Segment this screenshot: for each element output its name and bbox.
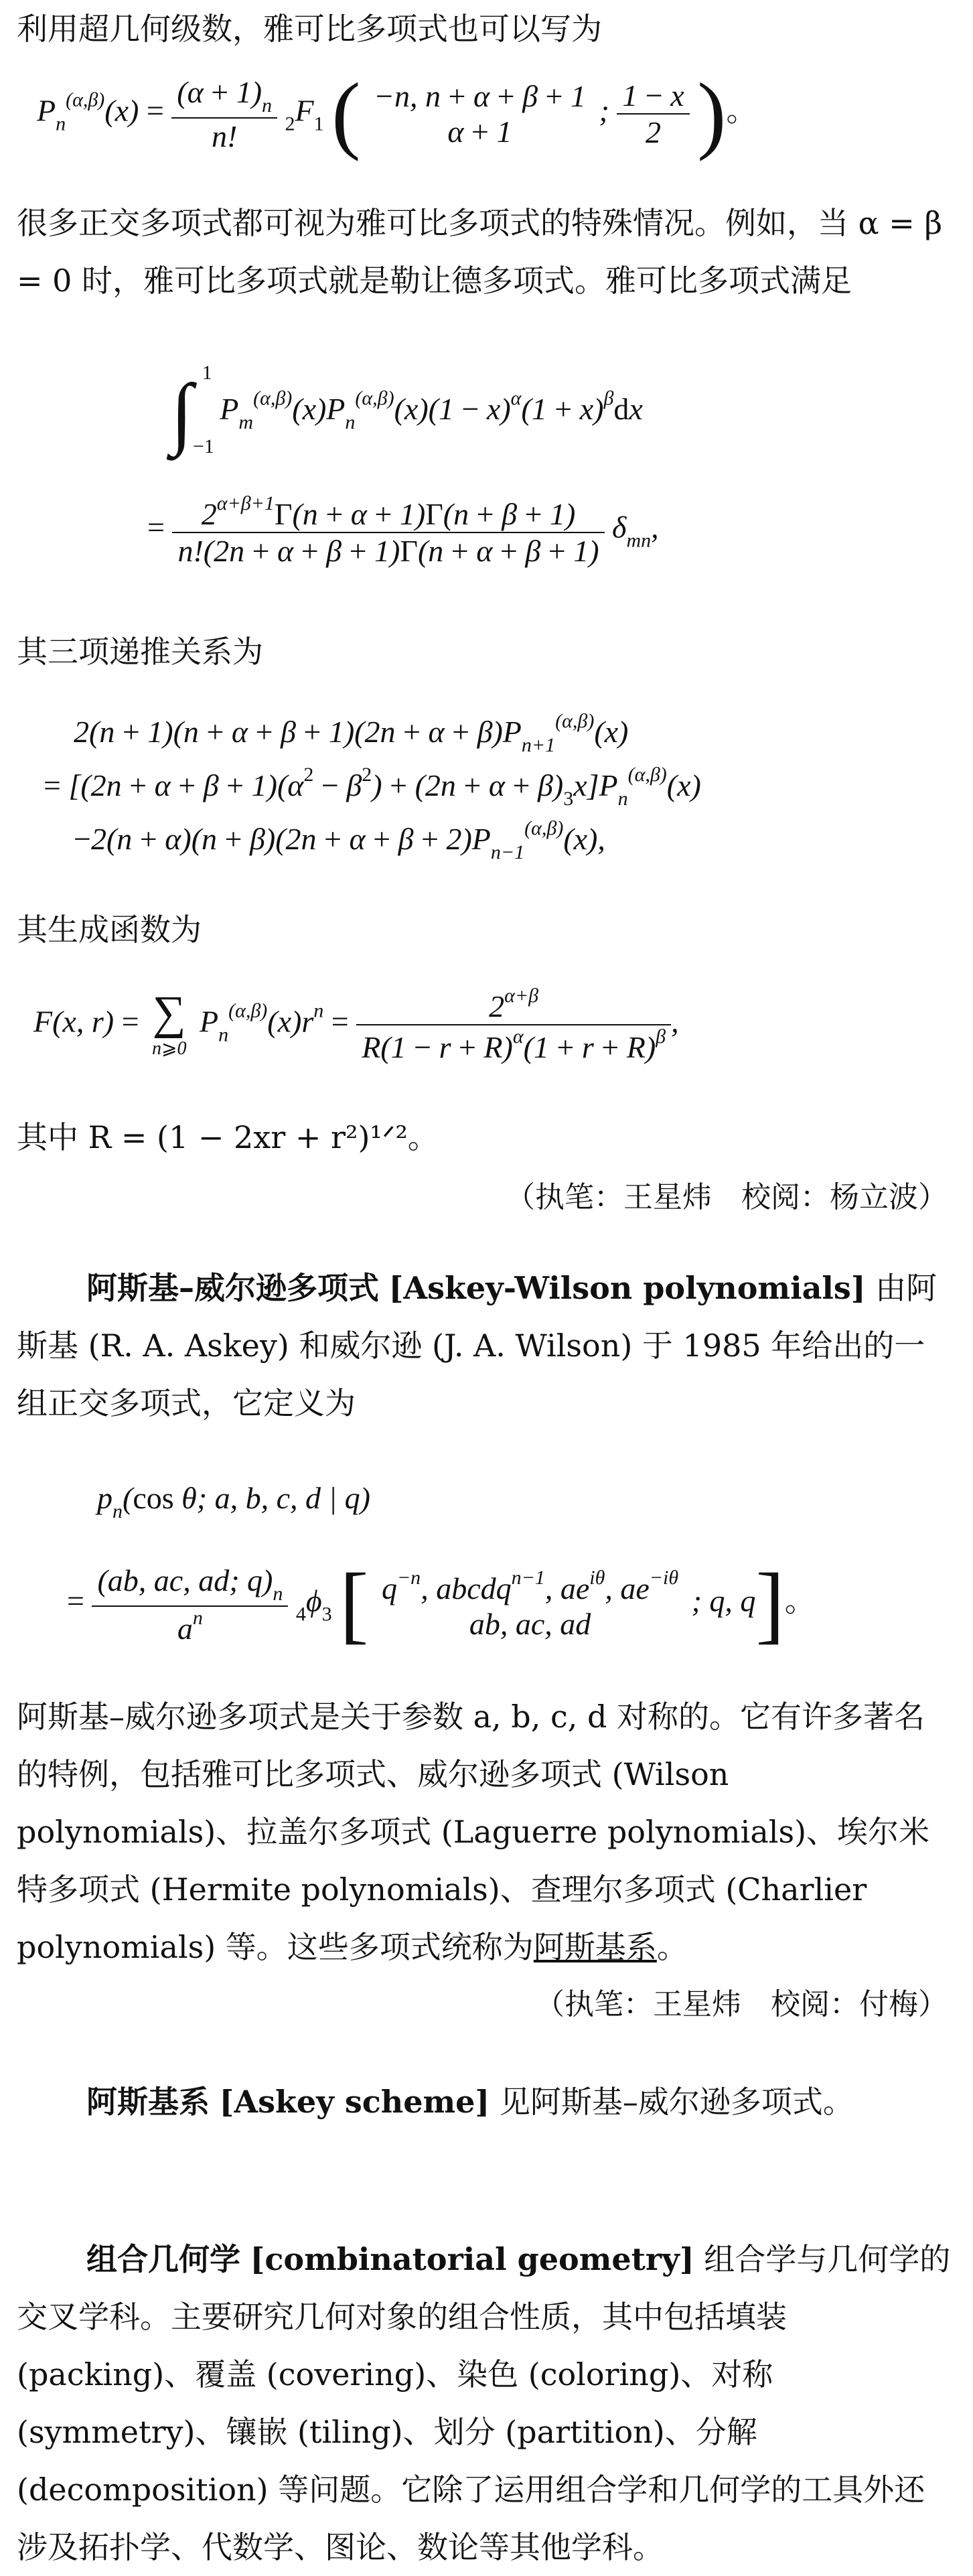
recurrence-intro: 其三项递推关系为 bbox=[17, 634, 263, 670]
combinatorial-geometry-title: 组合几何学 bbox=[86, 2241, 240, 2277]
where-clause: 其中 R = (1 − 2xr + r²)¹ᐟ²。 bbox=[17, 1119, 439, 1155]
hypergeometric-intro: 利用超几何级数，雅可比多项式也可以写为 bbox=[17, 11, 602, 47]
askey-scheme-title: 阿斯基系 bbox=[86, 2084, 210, 2120]
signature-1: （执笔：王星炜 校阅：杨立波） bbox=[506, 1180, 948, 1214]
equation-hypergeometric: $P_n^{(\alpha,\beta)}(x)$ = $\frac{(\alpha + 1)_n}{n!}$ $_2F_1$ ( −n, n + α + β + 1 α + 1 ; $\frac{1 - x}{2}$ )。 bbox=[37, 66, 757, 162]
askey-scheme-entry bbox=[17, 2073, 954, 2131]
askey-scheme-body: 见阿斯基–威尔逊多项式。 bbox=[499, 2084, 854, 2120]
equation-orthogonality: $\int_{-1}^1$ $P_m^{(\alpha,\beta)}(x)P_n^{(\alpha,\beta)}(x)(1 - x)^\alpha(1 + x)^\beta dx$ bbox=[171, 362, 643, 457]
equation-askey-wilson-line1: $p_n(\cos$ θ; a, b, c, d | q) bbox=[97, 1481, 370, 1522]
askey-wilson-title: 阿斯基–威尔逊多项式 bbox=[86, 1270, 379, 1306]
askey-wilson-paragraph bbox=[17, 1688, 954, 1976]
equation-recurrence-line3: $-2(n + \alpha)(n + \beta)(2n + \alpha + \beta + 2)P_{n-1}^{(\alpha,\beta)}(x)$, bbox=[74, 817, 605, 863]
equation-generating-function: F(x, r) = ∑ n⩾0 $P_n^{(\alpha,\beta)}(x)r^n$ = $\frac{2^{\alpha+\beta}}{R(1 - r + R)^\alpha(1 + r + R)^\beta}$ , bbox=[33, 985, 679, 1064]
askey-wilson-text-end: 。 bbox=[656, 1929, 688, 1965]
equation-orthogonality-rhs: = $\frac{2^{\alpha+\beta+1}\Gamma(n + \alpha + 1)\Gamma(n + \beta + 1)}{n!(2n + \alpha + \beta + 1)\Gamma(n + \alpha + \beta + 1)}$ $\delta_{mn}$, bbox=[147, 492, 659, 568]
askey-scheme-title-en: [Askey scheme] bbox=[219, 2084, 490, 2120]
askey-wilson-intro: 由阿斯基 (R. A. Askey) 和威尔逊 (J. A. Wilson) 于 1985 年给出的一组正交多项式，它定义为 bbox=[17, 1270, 938, 1421]
equation-recurrence-line2: = $[(2n + \alpha + \beta + 1)(\alpha^2 - \beta^2) + (2n + \alpha + \beta)_3x]P_n^{(\alpha,\beta)}(x)$ bbox=[44, 764, 701, 810]
signature-2: （执笔：王星炜 校阅：付梅） bbox=[535, 1987, 948, 2021]
special-case-paragraph: 很多正交多项式都可视为雅可比多项式的特殊情况。例如，当 α = β = 0 时，雅可比多项式就是勒让德多项式。雅可比多项式满足 bbox=[17, 205, 943, 299]
askey-wilson-title-en: [Askey-Wilson polynomials] bbox=[388, 1270, 866, 1306]
askey-scheme-link[interactable]: 阿斯基系 bbox=[533, 1929, 657, 1965]
combinatorial-geometry-title-en: [combinatorial geometry] bbox=[250, 2241, 694, 2277]
generating-function-intro: 其生成函数为 bbox=[17, 912, 202, 948]
askey-wilson-entry bbox=[17, 1259, 954, 1432]
combinatorial-geometry-body: 组合学与几何学的交叉学科。主要研究几何对象的组合性质，其中包括填装 (packing)、覆盖 (covering)、染色 (coloring)、对称 (symmetry)、镶嵌 (tiling)、划分 (partition)、分解 (decomposition) 等问题。它除了运用组合学和几何学的工具外还涉及拓扑学、代数学、图论、数论等其他学科。 bbox=[17, 2241, 951, 2565]
equation-askey-wilson-line2: = $\frac{(ab, ac, ad; q)_n}{a^n}$ $_4\phi_3$ [ $q^{-n}$, abcdq$^{n-1}$, $ae^{i\theta}$, $ae^{-i\theta}$ ab, ac, ad ; q, q]。 bbox=[67, 1556, 816, 1652]
equation-recurrence-line1: $2(n + 1)(n + \alpha + \beta + 1)(2n + \alpha + \beta)P_{n+1}^{(\alpha,\beta)}(x)$ bbox=[74, 710, 629, 756]
combinatorial-geometry-entry bbox=[17, 2230, 954, 2576]
askey-wilson-text: 阿斯基–威尔逊多项式是关于参数 a, b, c, d 对称的。它有许多著名的特例，包括雅可比多项式、威尔逊多项式 (Wilson polynomials)、拉盖尔多项式 (Laguerre polynomials)、埃尔米特多项式 (Hermite polynomials)、查理尔多项式 (Charlier polynomials) 等。这些多项式统称为 bbox=[17, 1699, 930, 1965]
